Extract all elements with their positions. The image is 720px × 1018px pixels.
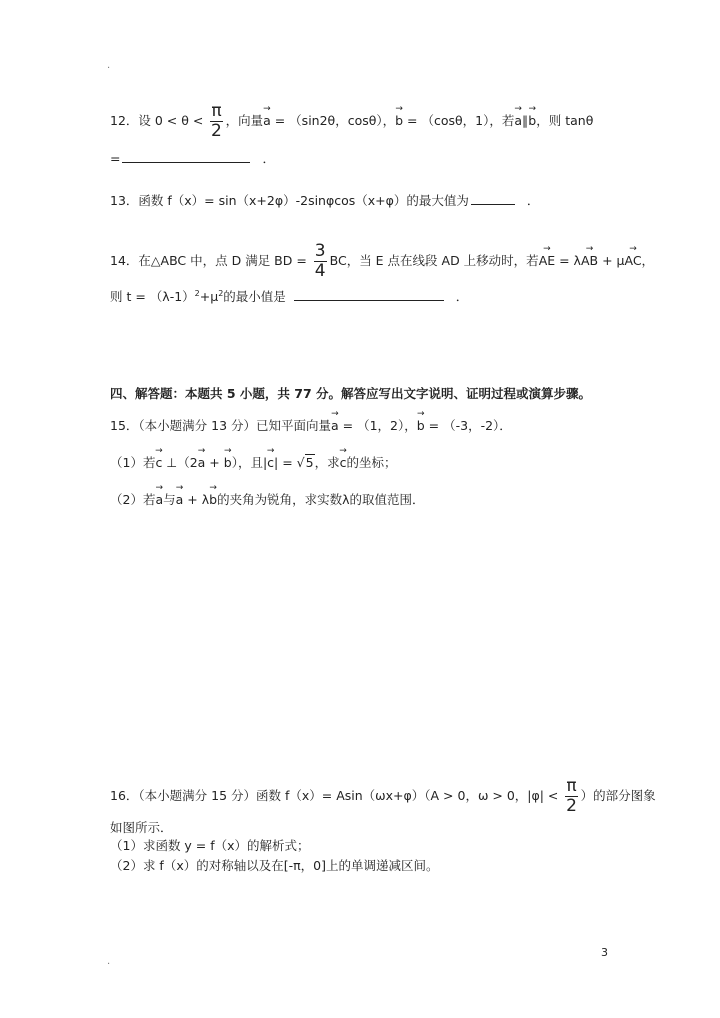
question-16-line-1: 16．（本小题满分 15 分）函数 f（x）= Asin（ωx+φ）（A > 0，ω > 0，|φ| < $\frac{\pi}{2}$ ）的部分图象 [110,776,656,816]
question-16-part-1: （1）求函数 y = f（x）的解析式； [110,838,310,853]
vector-b: → b [224,457,232,470]
header-dot: . [107,60,111,71]
question-16-line-2: 如图所示． [110,820,173,835]
vector-a: → a [155,494,163,507]
vector-c: → c [340,457,347,470]
vector-ab: → AB [581,255,598,268]
pi-over-2-fraction: $\frac{\pi}{2}$ [211,101,222,141]
question-15-part-1: （1）若→ c ⊥（2→ a + → b），且|→ c| = √5，求→ c的坐标； [110,457,397,470]
vector-a: → a [176,494,184,507]
three-quarters-fraction: $\frac{3}{4}$ [314,241,326,281]
vector-a: → a [331,420,339,433]
answer-blank[interactable] [122,161,250,163]
question-14-line-2: 则 $t = (\lambda-1)^2+\mu^2$的最小值是 ． [110,289,469,305]
question-16-part-2: （2）求 f（x）的对称轴以及在[-π，0]上的单调递减区间。 [110,858,439,873]
vector-a: → a [198,457,206,470]
vector-b: → b [528,115,536,128]
question-13: 13．函数 f（x）= sin（x+2φ）-2sinφcos（x+φ）的最大值为 ． [110,193,540,208]
footer-dot: . [107,956,111,967]
answer-blank[interactable] [471,203,515,205]
answer-blank[interactable] [294,299,444,301]
question-14-line-1: 14．在△ABC 中，点 D 满足 BD = $\frac{3}{4}$ BC，当 E 点在线段 AD 上移动时，若→ AE = λ→ AB + μ→ AC， [110,243,654,280]
vector-c: → c [155,457,162,470]
vector-b: → b [395,115,403,128]
question-12-line-1: 12．设 0 < θ < $\frac{\pi}{2}$ ，向量→ a = （sin2θ，cosθ），→ b = （cosθ，1），若→ a∥→ b，则 tanθ [110,103,593,140]
page-number: 3 [601,946,608,959]
vector-b: → b [209,494,217,507]
pi-over-2-fraction: $\frac{\pi}{2}$ [566,776,577,816]
vector-ac: → AC [624,255,641,268]
vector-a: → a [514,115,522,128]
sqrt-value: 5 [305,455,314,470]
sqrt-symbol: √ [296,455,305,470]
section-heading: 四、解答题：本题共 5 小题，共 77 分。解答应写出文字说明、证明过程或演算步骤。 [110,386,592,401]
question-15: 15．（本小题满分 13 分）已知平面向量→ a = （1，2），→ b = （-3，-2）． [110,420,512,433]
question-12-line-2: = ． [110,151,275,166]
vector-c: → c [267,457,274,470]
vector-a: → a [263,115,271,128]
vector-ae: → AE [539,255,555,268]
vector-b: → b [417,420,425,433]
question-15-part-2: （2）若→ a与→ a + λ→ b的夹角为锐角，求实数λ的取值范围． [110,494,424,507]
